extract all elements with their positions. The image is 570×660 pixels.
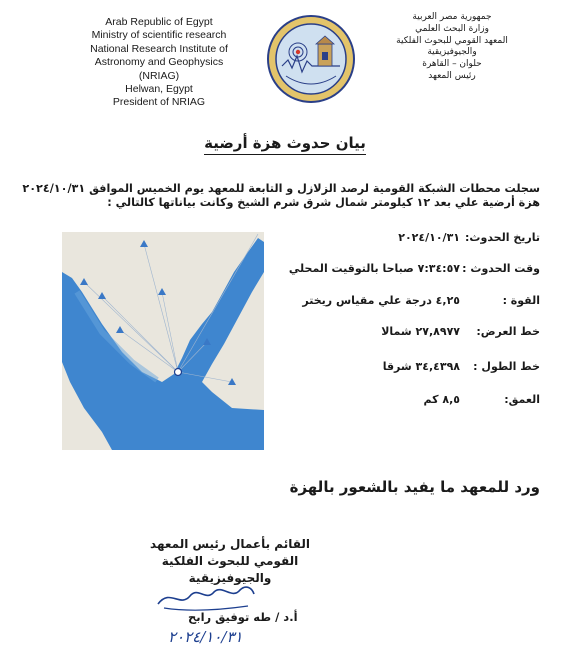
intro-line-2: هزة أرضية علي بعد ١٢ كيلومتر شمال شرق شرم الشيخ وكانت بياناتها كالتالي : <box>107 196 540 209</box>
document-title-text: بيان حدوث هزة أرضية <box>204 134 366 155</box>
detail-value: ٧:٣٤:٥٧ صباحا بالتوقيت المحلي <box>288 262 460 275</box>
handwritten-date: ٢٠٢٤/١٠/٣١ <box>168 628 243 646</box>
felt-report: ورد للمعهد ما يفيد بالشعور بالهزة <box>289 478 540 496</box>
detail-value: ٢٠٢٤/١٠/٣١ <box>398 231 460 244</box>
detail-value: ٨,٥ كم <box>423 393 460 406</box>
header-ar-line: حلوان – القاهرة <box>422 59 482 70</box>
detail-label: العمق: <box>504 393 540 406</box>
detail-label: تاريخ الحدوث: <box>465 231 540 244</box>
signer-title-line-1: القائم بأعمال رئيس المعهد <box>150 537 310 551</box>
epicenter-marker <box>175 369 182 376</box>
header-ar-line: والجيوفيزيقية <box>427 47 477 58</box>
intro-line-1: سجلت محطات الشبكة القومية لرصد الزلازل و التابعة للمعهد يوم الخميس الموافق ٢٠٢٤/١٠/٣١ <box>22 182 540 195</box>
epicenter-map <box>62 232 264 450</box>
detail-row-date <box>270 231 540 247</box>
detail-label: وقت الحدوث : <box>462 262 540 275</box>
detail-value: ٢٧,٨٩٧٧ شمالا <box>381 325 460 338</box>
header-en-line: President of NRIAG <box>112 96 206 109</box>
signer-name: أ.د / طه توفيق رابح <box>188 610 298 624</box>
nriag-logo <box>266 14 356 104</box>
detail-row-time <box>270 262 540 278</box>
header-en-line: National Research Institute of <box>90 42 228 55</box>
detail-value: ٣٤,٤٣٩٨ شرقا <box>382 360 460 373</box>
detail-row-longitude <box>270 360 540 376</box>
detail-row-depth <box>270 393 540 409</box>
detail-row-magnitude <box>270 294 540 310</box>
header-en-line: (NRIAG) <box>138 69 180 82</box>
header-arabic <box>392 12 512 83</box>
header-ar-line: جمهورية مصر العربية <box>412 12 492 22</box>
header-ar-line: رئيس المعهد <box>428 70 476 81</box>
header-en-line: Arab Republic of Egypt <box>105 16 213 28</box>
detail-label: خط الطول : <box>473 360 540 373</box>
detail-label: القوة : <box>502 294 540 307</box>
detail-value: ٤,٢٥ درجة علي مقياس ريختر <box>302 294 460 307</box>
signer-title-line-2: القومي للبحوث الفلكية والجيوفيزيقية <box>161 554 299 585</box>
header-ar-line: المعهد القومي للبحوث الفلكية <box>396 35 508 46</box>
handwritten-signature <box>150 578 260 614</box>
header-en-line: Ministry of scientific research <box>91 29 227 42</box>
detail-label: خط العرض: <box>476 325 540 338</box>
intro-paragraph <box>20 182 540 210</box>
header-en-line: Astronomy and Geophysics <box>94 56 224 69</box>
header-en-line: Helwan, Egypt <box>125 83 193 96</box>
header-english <box>74 16 244 110</box>
detail-row-latitude <box>270 325 540 341</box>
header-ar-line: وزارة البحث العلمي <box>415 23 489 34</box>
document-title <box>0 134 570 152</box>
